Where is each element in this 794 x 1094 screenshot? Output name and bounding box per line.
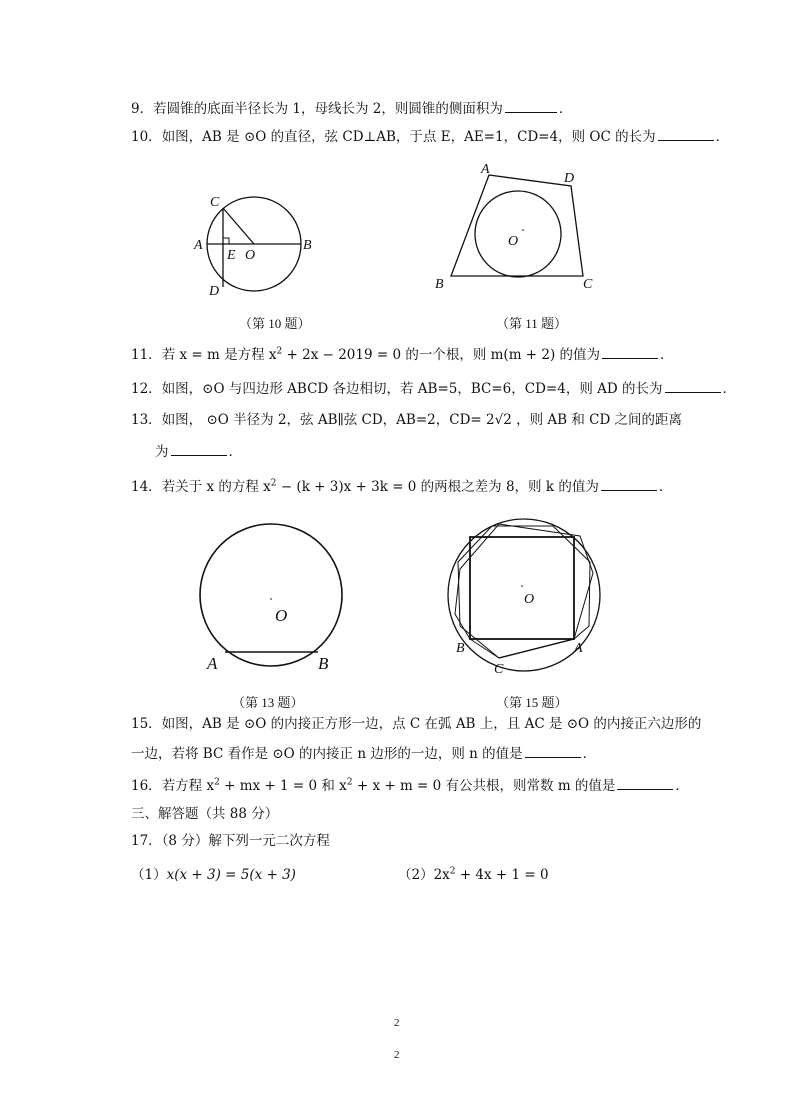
question-text-cont: + mx + 1 = 0 和 x [219, 778, 347, 794]
question-14 [131, 476, 672, 497]
label-a: A [207, 654, 218, 673]
question-end: ． [658, 479, 673, 495]
exponent: 2 [449, 866, 456, 877]
question-number: 15． [131, 716, 162, 732]
label-a: A [481, 162, 490, 177]
question-number: 9． [131, 101, 154, 117]
answer-blank [525, 743, 581, 758]
question-text: 如图，AB 是 ⊙O 的内接正方形一边，点 C 在弧 AB 上，且 AC 是 ⊙O 的内接正六边形的 [161, 716, 702, 732]
label-c: C [210, 195, 220, 210]
label-o: O [524, 592, 535, 607]
center-dot [522, 229, 524, 231]
question-end: ． [582, 746, 597, 762]
label-a: A [574, 641, 583, 656]
segment-oc [223, 208, 254, 244]
label-b: B [456, 641, 465, 656]
quadrilateral-abcd [451, 175, 583, 276]
circle-o [200, 524, 342, 666]
question-10 [131, 126, 729, 147]
question-15 [131, 714, 701, 734]
question-text-cont: + 2x − 2019 = 0 的一个根，则 m(m + 2) 的值为 [282, 347, 601, 363]
question-number: 13． [131, 412, 162, 428]
question-end: ． [558, 101, 573, 117]
question-text: （8 分）解下列一元二次方程 [161, 833, 330, 849]
question-17 [131, 831, 330, 851]
question-text-cont: − (k + 3)x + 3k = 0 的两根之差为 8，则 k 的值为 [276, 479, 599, 495]
equation: x(x + 3) = 5(x + 3) [166, 867, 296, 883]
label-b: B [303, 238, 312, 253]
figure-13 [195, 515, 355, 675]
exponent: 2 [276, 346, 283, 357]
page-number-footer: 2 [394, 1049, 400, 1061]
question-number: 17． [131, 833, 162, 849]
answer-blank [602, 344, 658, 359]
label-a: A [194, 238, 203, 253]
figure-10-caption: （第 10 题） [239, 316, 311, 331]
question-number: 12． [131, 381, 162, 397]
answer-blank [505, 98, 557, 113]
equation: 2x [433, 867, 450, 883]
figure-13-caption: （第 13 题） [232, 695, 304, 710]
question-16 [131, 775, 689, 796]
question-text: 如图，AB 是 ⊙O 的直径，弦 CD⊥AB，于点 E，AE=1，CD=4，则 OC 的长为 [161, 129, 656, 145]
center-dot [521, 585, 523, 587]
exponent: 2 [214, 777, 220, 788]
label-o: O [508, 234, 519, 249]
label-o: O [275, 606, 288, 625]
question-11 [131, 344, 674, 365]
label-b: B [318, 654, 329, 673]
answer-blank [658, 126, 714, 141]
figure-11-caption: （第 11 题） [496, 316, 568, 331]
question-end: ． [660, 347, 674, 363]
question-end: ． [228, 444, 242, 460]
question-number: 11． [131, 347, 162, 363]
label-e: E [227, 248, 236, 263]
page-number: 2 [394, 1017, 400, 1029]
question-end: ． [715, 129, 730, 145]
label-c: C [494, 662, 504, 677]
section-heading: 三、解答题（共 88 分） [131, 806, 279, 822]
figure-15 [440, 514, 610, 677]
question-9 [131, 98, 572, 119]
answer-blank [601, 476, 657, 491]
label-b: B [435, 277, 444, 292]
part-label: （2） [398, 867, 434, 883]
question-text-cont: 为 [155, 444, 169, 460]
label-c: C [583, 277, 593, 292]
question-17-part-1 [131, 865, 296, 885]
question-text: 若 x = m 是方程 x [161, 347, 277, 363]
question-text: 若方程 x [161, 778, 215, 794]
question-text-cont: 一边，若将 BC 看作是 ⊙O 的内接正 n 边形的一边，则 n 的值是 [131, 746, 523, 762]
question-text: 若圆锥的底面半径长为 1，母线长为 2，则圆锥的侧面积为 [153, 101, 503, 117]
figure-10 [192, 188, 332, 308]
question-text-cont: + x + m = 0 有公共根，则常数 m 的值是 [352, 778, 616, 794]
label-o: O [245, 248, 256, 263]
answer-blank [171, 441, 227, 456]
exponent: 2 [346, 777, 353, 788]
figure-11 [430, 160, 610, 300]
answer-blank [665, 378, 721, 393]
question-text: 如图，⊙O 与四边形 ABCD 各边相切，若 AB=5，BC=6，CD=4，则 AD 的长为 [161, 381, 663, 397]
inscribed-square [470, 537, 574, 639]
label-d: D [209, 284, 220, 299]
equation-cont: + 4x + 1 = 0 [455, 867, 549, 883]
right-angle-mark [223, 238, 229, 244]
question-end: ． [675, 778, 689, 794]
question-text: 若关于 x 的方程 x [161, 479, 271, 495]
question-number: 14． [131, 479, 162, 495]
question-12 [131, 378, 736, 399]
question-text: 如图， ⊙O 半径为 2，弦 AB∥弦 CD，AB=2，CD= 2√2 ，则 AB 和 CD 之间的距离 [161, 412, 683, 428]
figure-15-caption: （第 15 题） [496, 695, 568, 710]
question-17-part-2 [398, 865, 549, 885]
part-label: （1） [131, 867, 167, 883]
answer-blank [617, 775, 673, 790]
chord-ac [499, 639, 574, 658]
question-15-line2 [131, 743, 596, 764]
question-number: 10． [131, 129, 162, 145]
exponent: 2 [270, 478, 277, 489]
question-13 [131, 410, 682, 430]
question-number: 16． [131, 778, 162, 794]
question-end: ． [722, 381, 736, 397]
label-d: D [564, 171, 575, 186]
center-dot [270, 598, 272, 600]
question-13-line2 [155, 441, 242, 462]
